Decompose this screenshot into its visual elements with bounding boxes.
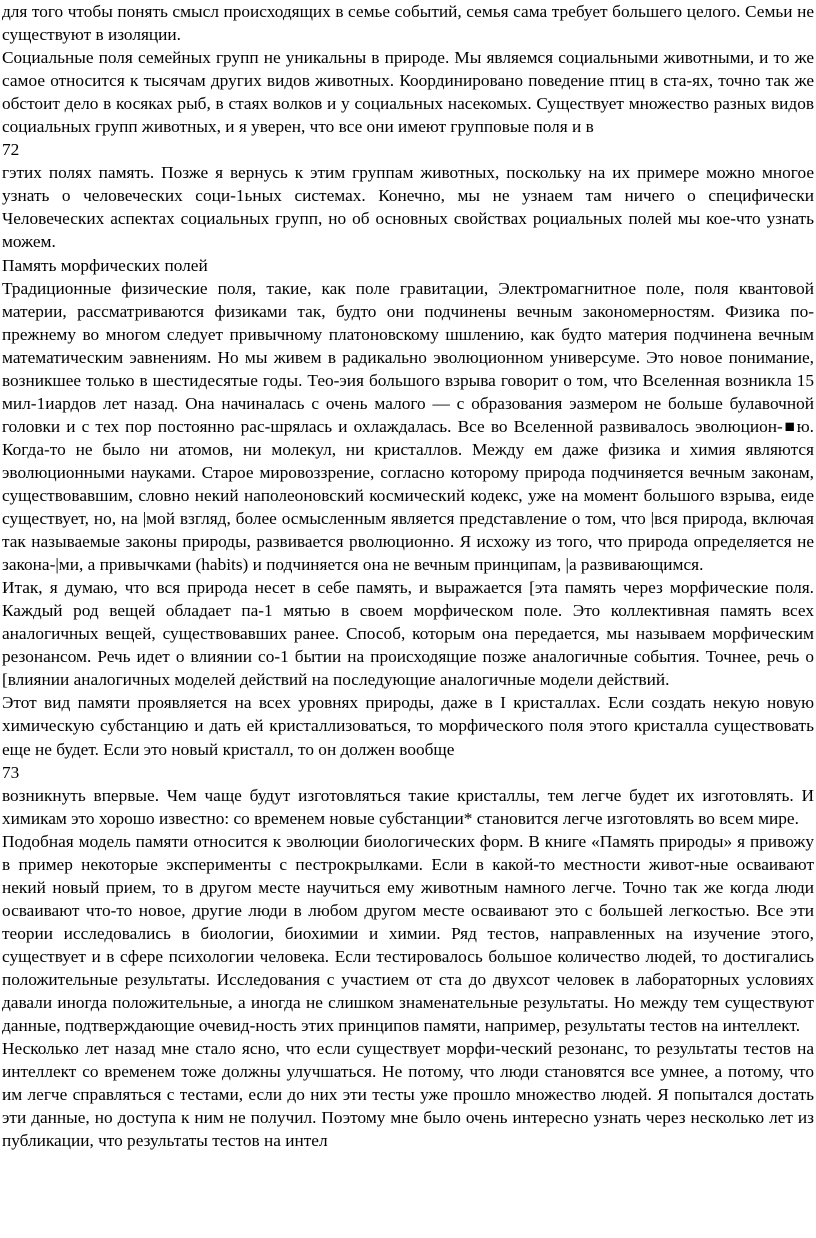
paragraph-social-fields: Социальные поля семейных групп не уникальны в природе. Мы являемся социальными животными, и то же самое относится к тысячам других видов животных. Координировано поведение птиц в ста-ях, точно так же обстоит дело в косяках рыб, в стаях волков и у социальных насекомых. Существует множество разных видов социальных групп животных, и я уверен, что все они имеют групповые поля и в bbox=[2, 48, 814, 137]
paragraph-morphic-resonance: Итак, я думаю, что вся природа несет в себе память, и выражается [эта память через морфические поля. Каждый род вещей обладает па-1 мятью в своем морфическом поле. Это коллективная память всех аналогичных вещей, существовавших ранее. Способ, которым она передается, мы называем морфическим резонансом. Речь идет о влиянии со-1 бытии на происходящие позже аналогичные события. Точнее, речь о [влиянии аналогичных моделей действий на последующие аналогичные модели действий. bbox=[2, 578, 814, 690]
paragraph-crystals-memory: Этот вид памяти проявляется на всех уровнях природы, даже в I кристаллах. Если создать некую новую химическую субстанцию и дать ей кристаллизоваться, то морфического поля этого кристалла существовать еще не будет. Если это новый кристалл, то он должен вообще bbox=[2, 693, 814, 759]
paragraph-intelligence-tests: Несколько лет назад мне стало ясно, что если существует морфи-ческий резонанс, то результаты тестов на интеллект со временем тоже должны улучшаться. Не потому, что люди становятся все умнее, а потому, что им легче справляться с тестами, если до них эти тесты уже прошло множество людей. Я попытался достать эти данные, но доступа к ним не получил. Поэтому мне было очень интересно узнать через несколько лет из публикации, что результаты тестов на интел bbox=[2, 1039, 814, 1151]
paragraph-families-isolation: для того чтобы понять смысл происходящих в семье событий, семья сама требует большего целого. Семьи не существуют в изоляции. bbox=[2, 2, 814, 45]
paragraph-crystallization: возникнуть впервые. Чем чаще будут изготовляться такие кристаллы, тем легче будет их изготовлять. И химикам это хорошо известно: со временем новые субстанции* становится легче изготовлять во всем мире. bbox=[2, 785, 814, 828]
paragraph-biological-forms: Подобная модель памяти относится к эволюции биологических форм. В книге «Память природы» я привожу в пример некоторые эксперименты с пестрокрылками. Если в какой-то местности живот-ные осваивают некий новый прием, то в другом месте научиться ему животным намного легче. Точно так же когда люди осваивают что-то новое, другие люди в любом другом месте осваивают это с большей легкостью. Все эти теории исследовались в биологии, биохимии и химии. Ряд тестов, направленных на изучение этого, существует и в сфере психологии человека. Если тестировалось большое количество людей, то достигались положительные результаты. Исследования с участием от ста до двухсот человек в лабораторных условиях давали иногда положительные, а иногда не слишком знаменательные результаты. Но между тем существуют данные, подтверждающие очевид-ность этих принципов памяти, например, результаты тестов на интеллект. bbox=[2, 831, 814, 1036]
page-number-72: 72 bbox=[2, 140, 20, 160]
paragraph-animal-groups-memory: гэтих полях память. Позже я вернусь к этим группам животных, поскольку на их примере можно многое узнать о человеческих соци-1ьных системах. Конечно, мы не узнаем там ничего о специфически Человеческих аспектах социальных групп, но об основных свойствах роциальных полей мы кое-что узнать можем. bbox=[2, 163, 814, 252]
section-heading: Память морфических полей bbox=[2, 255, 208, 275]
paragraph-physical-fields: Традиционные физические поля, такие, как поле гравитации, Электромагнитное поле, поля квантовой материи, рассматриваются физиками так, будто они подчинены вечным закономерностям. Физика по-прежнему во многом следует привычному платоновскому шшлению, как будто материя подчинена вечным математическим эавнениям. Но мы живем в радикально эволюционном универсуме. Это новое понимание, возникшее только в шестидесятые годы. Тео-эия большого взрыва говорит о том, что Вселенная возникла 15 мил-1иардов лет назад. Она начиналась с очень малого — с образования эазмером не больше булавочной головки и с тех пор постоянно рас-шрялась и охлаждалась. Все во Вселенной развивалось эволюцион-■ю. Когда-то не было ни атомов, ни молекул, ни кристаллов. Между ем даже физика и химия являются эволюционными науками. Старое мировоззрение, согласно которому природа подчиняется вечным законам, существовавшим, словно некий наполеоновский космический кодекс, уже на момент большого взрыва, еиде существует, но, на |мой взгляд, более осмысленным является представление о том, что |вся природа, включая так называемые законы природы, развивается рволюционно. Я исхожу из того, что природа определяется не закона-|ми, а привычками (habits) и подчиняется она не вечным принципам, |а развивающимся. bbox=[2, 278, 814, 575]
page-number-73: 73 bbox=[2, 762, 20, 782]
